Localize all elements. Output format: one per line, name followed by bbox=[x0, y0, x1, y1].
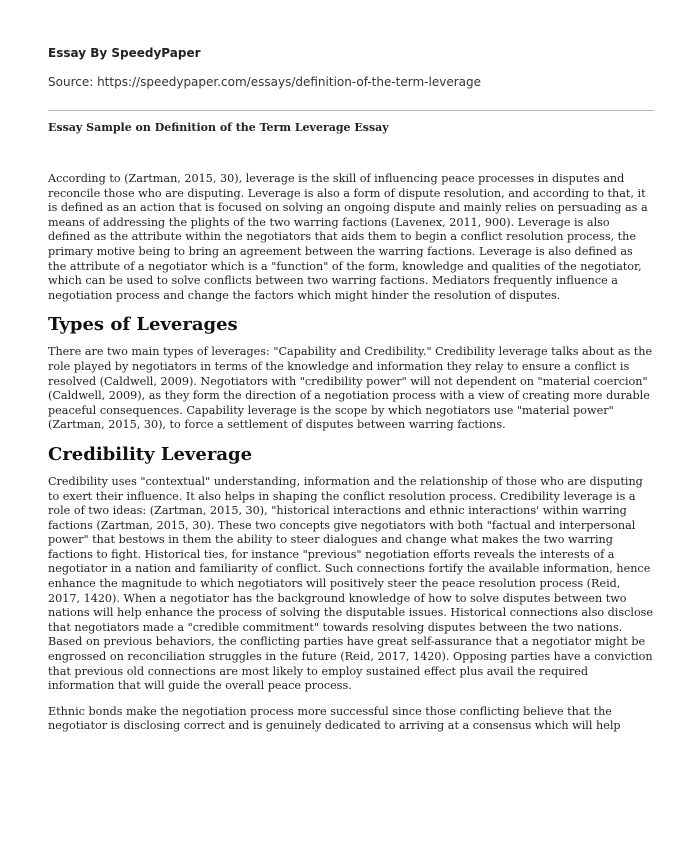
brand-label: Essay By SpeedyPaper bbox=[48, 46, 201, 60]
ethnic-bonds-paragraph: Ethnic bonds make the negotiation process more successful since those conflicting believe that the negotiator is disclosing correct and is genuinely dedicated to arriving at a consensus which will help bbox=[48, 704, 621, 733]
types-paragraph: There are two main types of leverages: "Capability and Credibility." Credibility leverage talks about as the role played by negotiators in terms of the knowledge and information they relay to ensure a conflict is resolved (Caldwell, 2009). Negotiators with "credibility power" will not dependent on "material coercion" (Caldwell, 2009), as they form the direction of a negotiation process with a view of creating more durable peaceful consequences. Capability leverage is the scope by which negotiators use "material power" (Zartman, 2015, 30), to force a settlement of disputes between warring factions. bbox=[48, 345, 653, 432]
intro-paragraph: According to (Zartman, 2015, 30), leverage is the skill of influencing peace processes in disputes and reconcile those who are disputing. Leverage is also a form of dispute resolution, and according to that, it is defined as an action that is focused on solving an ongoing dispute and mainly relies on persuading as a means of addressing the plights of the two warring factions (Lavenex, 2011, 900). Leverage is also defined as the attribute within the negotiators that aids them to begin a conflict resolution process, the primary motive being to bring an agreement between the warring factions. Leverage is also defined as the attribute of a negotiator which is a "function" of the form, knowledge and qualities of the negotiator, which can be used to solve conflicts between two warring factions. Mediators frequently influence a negotiation process and change the factors which might hinder the resolution of disputes. bbox=[48, 172, 648, 302]
essay-title: Essay Sample on Definition of the Term Leverage Essay bbox=[48, 121, 389, 134]
credibility-paragraph: Credibility uses "contextual" understanding, information and the relationship of those who are disputing to exert their influence. It also helps in shaping the conflict resolution process. Credibility leverage is a role of two ideas: (Zartman, 2015, 30), "historical interactions and ethnic interactions' within warring factions (Zartman, 2015, 30). These two concepts give negotiators with both "factual and interpersonal power" that bestows in them the ability to steer dialogues and change what makes the two warring factions to fight. Historical ties, for instance "previous" negotiation efforts reveals the interests of a negotiator in a nation and familiarity of conflict. Such connections fortify the available information, hence enhance the magnitude to which negotiators will positively steer the peace resolution process (Reid, 2017, 1420). When a negotiator has the background knowledge of how to solve disputes between two nations will help enhance the process of solving the disputable issues. Historical connections also disclose that negotiators made a "credible commitment" towards resolving disputes between the two nations. Based on previous behaviors, the conflicting parties have great self-assurance that a negotiator might be engrossed on reconciliation struggles in the future (Reid, 2017, 1420). Opposing parties have a conviction that previous old connections are most likely to employ sustained effect plus avail the required information that will guide the overall peace process. bbox=[48, 474, 654, 693]
section-heading-types: Types of Leverages bbox=[48, 314, 238, 336]
section-heading-credibility: Credibility Leverage bbox=[48, 443, 253, 465]
header-divider bbox=[48, 110, 654, 111]
source-line: Source: https://speedypaper.com/essays/definition-of-the-term-leverage bbox=[48, 75, 481, 89]
essay-body bbox=[48, 172, 654, 734]
